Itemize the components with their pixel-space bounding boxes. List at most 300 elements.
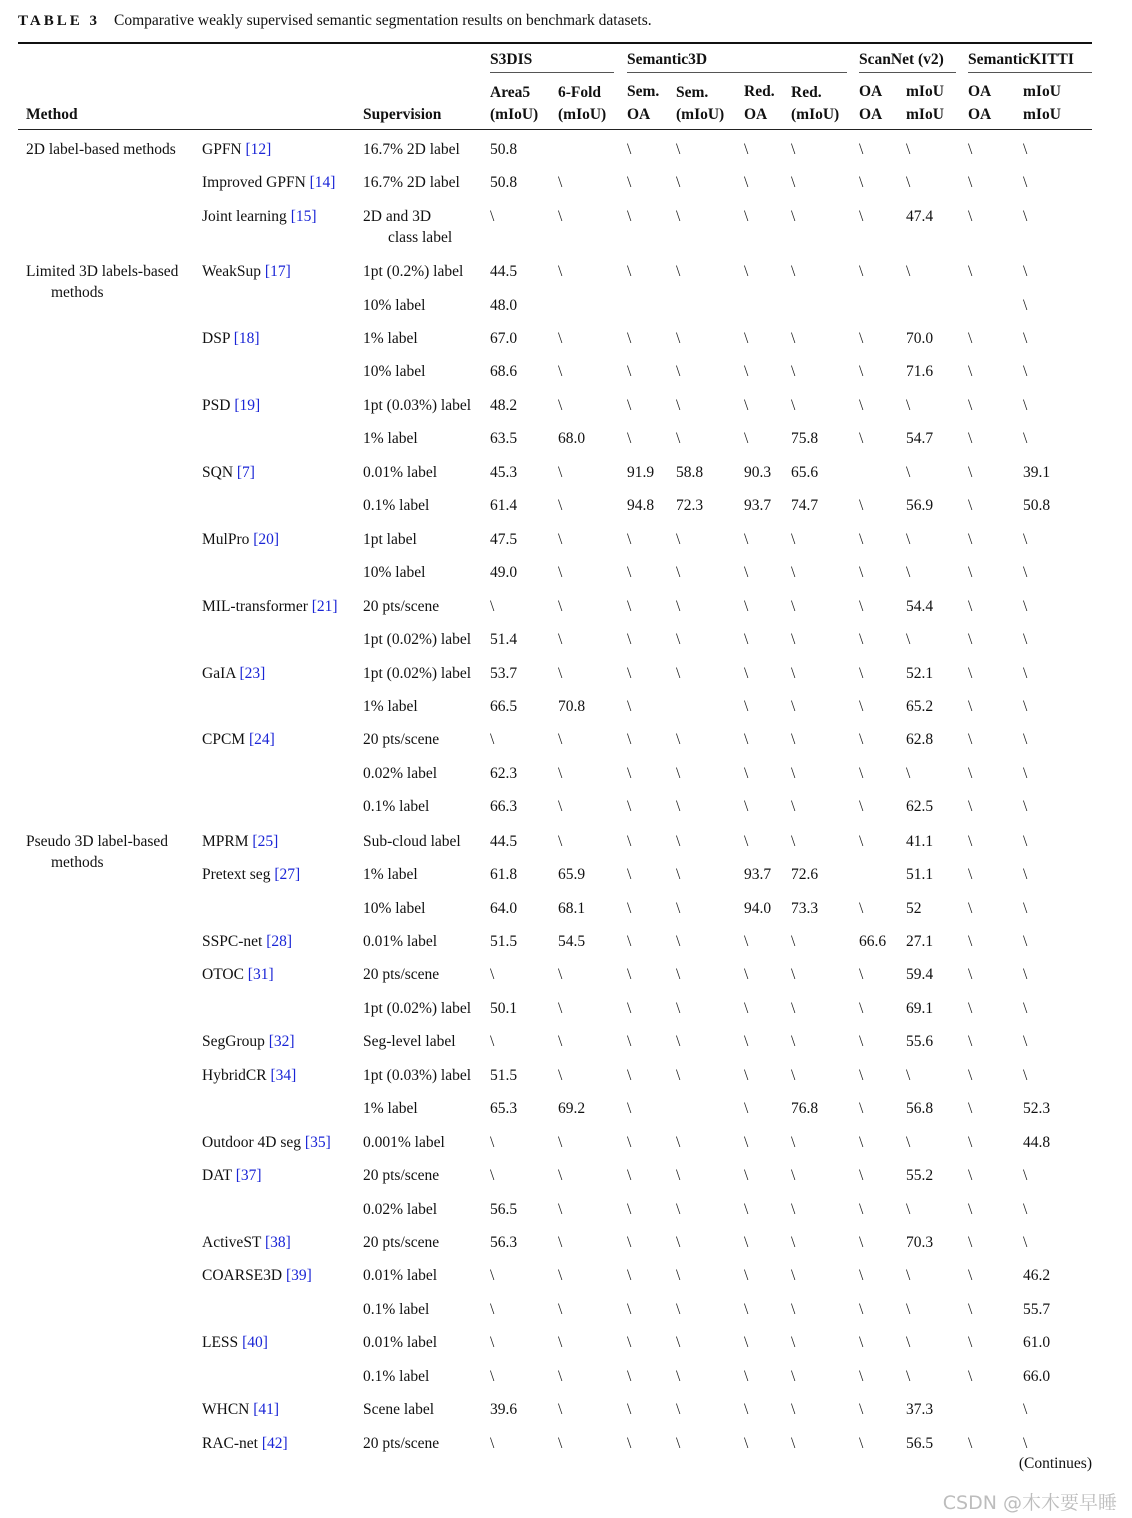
citation-link[interactable]: [14] <box>309 174 336 191</box>
supervision-label: 0.1% label <box>363 1368 430 1385</box>
value-cell: \ <box>627 933 632 950</box>
value-cell: 37.3 <box>906 1401 934 1418</box>
column-header-line2: mIoU <box>1023 106 1061 123</box>
value-cell: \ <box>791 174 796 191</box>
supervision-cell <box>363 831 461 852</box>
value-cell: \ <box>859 363 864 380</box>
value-cell: 50.8 <box>490 174 518 191</box>
value-cell: 47.5 <box>490 531 518 548</box>
top-rule <box>18 42 1092 44</box>
column-header-line2: (mIoU) <box>676 106 725 123</box>
value-cell: \ <box>1023 330 1028 347</box>
value-cell: \ <box>490 966 495 983</box>
value-cell: 56.3 <box>490 1234 518 1251</box>
value-cell: \ <box>968 1134 973 1151</box>
value-cell: \ <box>859 1000 864 1017</box>
column-header-line2: OA <box>968 106 992 123</box>
value-cell: \ <box>558 1067 563 1084</box>
value-cell: \ <box>859 698 864 715</box>
value-cell: \ <box>906 1134 911 1151</box>
column-header-line2: (mIoU) <box>558 106 607 123</box>
value-cell: \ <box>1023 1167 1028 1184</box>
value-cell: \ <box>627 1401 632 1418</box>
method-name <box>202 462 255 483</box>
citation-link[interactable]: [39] <box>285 1267 312 1284</box>
value-cell: \ <box>1023 698 1028 715</box>
value-cell: \ <box>490 1368 495 1385</box>
method-label: OTOC <box>202 966 244 983</box>
value-cell: \ <box>859 531 864 548</box>
supervision-cell <box>363 964 439 985</box>
supervision-cell <box>363 1031 456 1052</box>
value-cell: \ <box>859 731 864 748</box>
value-cell: \ <box>676 631 681 648</box>
dataset-group-header: SemanticKITTI <box>968 51 1074 68</box>
value-cell: \ <box>744 1201 749 1218</box>
supervision-cell <box>363 495 429 516</box>
value-cell: \ <box>1023 1201 1028 1218</box>
value-cell: \ <box>627 798 632 815</box>
supervision-cell <box>363 139 460 160</box>
value-cell: \ <box>676 1301 681 1318</box>
method-name <box>202 328 260 349</box>
supervision-label: 0.01% label <box>363 464 438 481</box>
citation-link[interactable]: [17] <box>264 263 291 280</box>
value-cell: \ <box>558 1334 563 1351</box>
value-cell: \ <box>676 1234 681 1251</box>
supervision-label: 20 pts/scene <box>363 966 440 983</box>
citation-link[interactable]: [21] <box>311 598 338 615</box>
value-cell: \ <box>627 866 632 883</box>
citation-link[interactable]: [15] <box>290 208 317 225</box>
value-cell: \ <box>791 1000 796 1017</box>
value-cell: \ <box>744 531 749 548</box>
method-label: SegGroup <box>202 1033 265 1050</box>
value-cell: \ <box>676 174 681 191</box>
value-cell: \ <box>1023 933 1028 950</box>
value-cell: \ <box>968 900 973 917</box>
value-cell: \ <box>558 833 563 850</box>
table-label: TABLE 3 <box>18 13 100 29</box>
value-cell: \ <box>627 1334 632 1351</box>
citation-link[interactable]: [41] <box>253 1401 280 1418</box>
value-cell: \ <box>558 1000 563 1017</box>
value-cell: \ <box>676 933 681 950</box>
value-cell: \ <box>791 363 796 380</box>
value-cell: \ <box>744 1000 749 1017</box>
value-cell: \ <box>558 966 563 983</box>
value-cell: \ <box>558 1401 563 1418</box>
supervision-cell <box>363 1232 439 1253</box>
value-cell: \ <box>791 564 796 581</box>
column-header-line1: OA <box>859 83 883 100</box>
value-cell: \ <box>627 330 632 347</box>
method-label: CPCM <box>202 731 246 748</box>
value-cell: \ <box>968 1067 973 1084</box>
supervision-cell <box>363 428 418 449</box>
citation-link[interactable]: [23] <box>239 665 266 682</box>
citation-link[interactable]: [42] <box>261 1435 288 1452</box>
supervision-label: 1% label <box>363 330 418 347</box>
method-name <box>202 663 265 684</box>
value-cell: 94.8 <box>627 497 655 514</box>
column-header-line2: OA <box>859 106 883 123</box>
value-cell: \ <box>968 1000 973 1017</box>
value-cell: \ <box>791 208 796 225</box>
value-cell: \ <box>1023 833 1028 850</box>
value-cell: 62.5 <box>906 798 934 815</box>
supervision-label: Seg-level label <box>363 1033 456 1050</box>
supervision-label: 1pt (0.2%) label <box>363 263 464 280</box>
value-cell: \ <box>558 1033 563 1050</box>
value-cell: \ <box>1023 798 1028 815</box>
column-header-line2: (mIoU) <box>490 106 539 123</box>
value-cell: 55.6 <box>906 1033 934 1050</box>
supervision-label: Scene label <box>363 1401 435 1418</box>
category-line1: Pseudo 3D label-based <box>26 833 169 850</box>
citation-link[interactable]: [35] <box>304 1134 331 1151</box>
value-cell: \ <box>558 1134 563 1151</box>
method-label: MPRM <box>202 833 249 850</box>
supervision-label: 0.01% label <box>363 1267 438 1284</box>
value-cell: \ <box>906 564 911 581</box>
value-cell: \ <box>627 397 632 414</box>
value-cell: 67.0 <box>490 330 518 347</box>
value-cell: \ <box>558 464 563 481</box>
value-cell: \ <box>558 631 563 648</box>
method-label: HybridCR <box>202 1067 267 1084</box>
value-cell: \ <box>558 564 563 581</box>
value-cell: \ <box>744 564 749 581</box>
method-name <box>202 1165 262 1186</box>
value-cell: \ <box>627 1067 632 1084</box>
value-cell: \ <box>558 1201 563 1218</box>
value-cell: 61.4 <box>490 497 518 514</box>
value-cell: 94.0 <box>744 900 772 917</box>
value-cell: 51.5 <box>490 1067 518 1084</box>
value-cell: \ <box>859 1201 864 1218</box>
citation-link[interactable]: [12] <box>245 141 272 158</box>
value-cell: \ <box>744 1301 749 1318</box>
value-cell: \ <box>676 208 681 225</box>
value-cell: \ <box>744 1334 749 1351</box>
value-cell: \ <box>968 933 973 950</box>
value-cell: 72.6 <box>791 866 819 883</box>
method-label: Pretext seg <box>202 866 271 883</box>
method-label: GPFN <box>202 141 242 158</box>
value-cell: \ <box>676 866 681 883</box>
supervision-cell <box>363 898 425 919</box>
value-cell: 75.8 <box>791 430 819 447</box>
method-label: GaIA <box>202 665 236 682</box>
value-cell: \ <box>627 1000 632 1017</box>
value-cell: \ <box>676 1334 681 1351</box>
value-cell: \ <box>744 1033 749 1050</box>
value-cell: \ <box>627 833 632 850</box>
value-cell: 48.2 <box>490 397 518 414</box>
value-cell: \ <box>968 1033 973 1050</box>
value-cell: \ <box>558 1267 563 1284</box>
value-cell: \ <box>791 598 796 615</box>
column-header-line2: OA <box>627 106 651 123</box>
value-cell: 54.4 <box>906 598 934 615</box>
method-label: Outdoor 4D seg <box>202 1134 302 1151</box>
value-cell: \ <box>558 531 563 548</box>
method-label: SSPC-net <box>202 933 263 950</box>
value-cell: \ <box>859 598 864 615</box>
value-cell: \ <box>676 430 681 447</box>
value-cell: \ <box>859 141 864 158</box>
value-cell: \ <box>791 1167 796 1184</box>
value-cell: 61.8 <box>490 866 518 883</box>
value-cell: \ <box>968 598 973 615</box>
supervision-cell <box>363 931 437 952</box>
value-cell: \ <box>859 174 864 191</box>
value-cell: \ <box>968 208 973 225</box>
supervision-cell <box>363 1332 437 1353</box>
value-cell: 76.8 <box>791 1100 819 1117</box>
value-cell: \ <box>558 765 563 782</box>
method-label: SQN <box>202 464 234 481</box>
value-cell: 66.5 <box>490 698 518 715</box>
value-cell: \ <box>1023 1234 1028 1251</box>
supervision-label: 20 pts/scene <box>363 598 440 615</box>
value-cell: \ <box>791 1067 796 1084</box>
value-cell: \ <box>968 1267 973 1284</box>
value-cell: \ <box>490 1134 495 1151</box>
supervision-cell <box>363 1433 439 1454</box>
value-cell: \ <box>558 598 563 615</box>
method-name <box>202 529 279 550</box>
value-cell: \ <box>744 263 749 280</box>
value-cell: 39.1 <box>1023 464 1051 481</box>
citation-link[interactable]: [40] <box>242 1334 268 1351</box>
supervision-label: 20 pts/scene <box>363 1435 440 1452</box>
value-cell: \ <box>1023 564 1028 581</box>
value-cell: \ <box>558 174 563 191</box>
value-cell: \ <box>627 174 632 191</box>
value-cell: \ <box>859 900 864 917</box>
category-label <box>26 831 168 873</box>
value-cell: 73.3 <box>791 900 819 917</box>
citation-link[interactable]: [18] <box>233 330 260 347</box>
value-cell: \ <box>968 798 973 815</box>
value-cell: \ <box>968 966 973 983</box>
citation-link[interactable]: [37] <box>235 1167 262 1184</box>
method-name <box>202 1433 288 1454</box>
supervision-label: 1% label <box>363 1100 418 1117</box>
value-cell: \ <box>744 1134 749 1151</box>
value-cell: \ <box>676 1033 681 1050</box>
method-label: ActiveST <box>202 1234 262 1251</box>
value-cell: \ <box>906 631 911 648</box>
value-cell: \ <box>490 1301 495 1318</box>
value-cell: 56.9 <box>906 497 934 514</box>
value-cell: \ <box>859 430 864 447</box>
supervision-cell <box>363 328 418 349</box>
value-cell: \ <box>968 430 973 447</box>
column-header-line1: mIoU <box>906 83 944 100</box>
value-cell: \ <box>627 900 632 917</box>
supervision-cell <box>363 462 437 483</box>
value-cell: \ <box>676 531 681 548</box>
value-cell: \ <box>558 1435 563 1452</box>
supervision-cell <box>363 361 425 382</box>
value-cell: \ <box>744 141 749 158</box>
method-name <box>202 1065 296 1086</box>
value-cell: \ <box>1023 363 1028 380</box>
value-cell: 47.4 <box>906 208 934 225</box>
supervision-cell <box>363 796 429 817</box>
value-cell: \ <box>676 1267 681 1284</box>
value-cell: \ <box>558 397 563 414</box>
supervision-label: 1% label <box>363 430 418 447</box>
value-cell: \ <box>744 330 749 347</box>
method-name <box>202 931 292 952</box>
supervision-header: Supervision <box>363 106 442 123</box>
value-cell: \ <box>490 1267 495 1284</box>
value-cell: \ <box>906 1334 911 1351</box>
value-cell: \ <box>744 933 749 950</box>
value-cell: \ <box>627 430 632 447</box>
value-cell: \ <box>1023 263 1028 280</box>
value-cell: \ <box>1023 765 1028 782</box>
value-cell: \ <box>744 798 749 815</box>
method-label: WeakSup <box>202 263 262 280</box>
value-cell: \ <box>859 1368 864 1385</box>
value-cell: \ <box>744 765 749 782</box>
value-cell: \ <box>1023 966 1028 983</box>
value-cell: \ <box>859 1067 864 1084</box>
supervision-label: 1pt (0.02%) label <box>363 631 472 648</box>
value-cell: \ <box>968 464 973 481</box>
value-cell: \ <box>627 141 632 158</box>
group-rule-semantic3d <box>627 72 847 73</box>
citation-link[interactable]: [34] <box>270 1067 297 1084</box>
value-cell: \ <box>859 966 864 983</box>
value-cell: 50.1 <box>490 1000 518 1017</box>
value-cell: \ <box>906 464 911 481</box>
value-cell: \ <box>791 798 796 815</box>
value-cell: \ <box>1023 731 1028 748</box>
value-cell: \ <box>968 263 973 280</box>
citation-link[interactable]: [38] <box>265 1234 291 1251</box>
value-cell: \ <box>968 141 973 158</box>
value-cell: \ <box>676 564 681 581</box>
dataset-group-header: S3DIS <box>490 51 533 68</box>
value-cell: \ <box>627 665 632 682</box>
value-cell: 52.1 <box>906 665 934 682</box>
method-label: DSP <box>202 330 230 347</box>
supervision-label: 1pt (0.03%) label <box>363 397 472 414</box>
supervision-cell <box>363 663 471 684</box>
value-cell: 27.1 <box>906 933 934 950</box>
continues-note: (Continues) <box>1018 1455 1092 1472</box>
citation-link[interactable]: [7] <box>236 464 255 481</box>
value-cell: \ <box>968 1435 973 1452</box>
citation-link[interactable]: [27] <box>274 866 301 883</box>
supervision-label: 0.01% label <box>363 933 438 950</box>
value-cell: \ <box>558 665 563 682</box>
value-cell: \ <box>1023 174 1028 191</box>
value-cell: \ <box>558 330 563 347</box>
value-cell: \ <box>490 731 495 748</box>
value-cell: \ <box>859 631 864 648</box>
value-cell: 93.7 <box>744 497 772 514</box>
value-cell: 48.0 <box>490 297 518 314</box>
value-cell: \ <box>791 933 796 950</box>
value-cell: \ <box>1023 1067 1028 1084</box>
citation-link[interactable]: [32] <box>268 1033 295 1050</box>
supervision-label: 10% label <box>363 900 426 917</box>
supervision-label: 0.01% label <box>363 1334 438 1351</box>
citation-link[interactable]: [24] <box>248 731 275 748</box>
value-cell: 39.6 <box>490 1401 518 1418</box>
supervision-label: 0.001% label <box>363 1134 445 1151</box>
value-cell: \ <box>906 1067 911 1084</box>
value-cell: \ <box>627 531 632 548</box>
supervision-cell <box>363 998 471 1019</box>
value-cell: \ <box>676 141 681 158</box>
citation-link[interactable]: [31] <box>247 966 274 983</box>
value-cell: \ <box>859 208 864 225</box>
supervision-cell <box>363 261 463 282</box>
supervision-label: 1pt label <box>363 531 417 548</box>
supervision-cell <box>363 763 437 784</box>
value-cell: \ <box>558 1167 563 1184</box>
value-cell: \ <box>968 765 973 782</box>
citation-link[interactable]: [25] <box>252 833 279 850</box>
value-cell: \ <box>627 1201 632 1218</box>
citation-link[interactable]: [20] <box>253 531 280 548</box>
value-cell: \ <box>676 1000 681 1017</box>
value-cell: 70.3 <box>906 1234 934 1251</box>
column-header-line1: Red. <box>744 83 775 100</box>
column-header-line1: Red. <box>791 84 822 101</box>
method-name <box>202 1332 268 1353</box>
method-name <box>202 139 271 160</box>
supervision-label: 0.1% label <box>363 798 430 815</box>
value-cell: \ <box>968 330 973 347</box>
value-cell: 54.5 <box>558 933 586 950</box>
supervision-cell <box>363 1399 434 1420</box>
supervision-label: 1pt (0.02%) label <box>363 665 472 682</box>
dataset-group-header: Semantic3D <box>627 51 708 68</box>
value-cell: 44.8 <box>1023 1134 1051 1151</box>
value-cell: \ <box>744 1368 749 1385</box>
supervision-cell <box>363 729 439 750</box>
value-cell: \ <box>744 598 749 615</box>
method-label: Joint learning <box>202 208 287 225</box>
value-cell: 51.1 <box>906 866 934 883</box>
value-cell: \ <box>676 598 681 615</box>
value-cell: 59.4 <box>906 966 934 983</box>
value-cell: \ <box>558 363 563 380</box>
citation-link[interactable]: [28] <box>266 933 293 950</box>
value-cell: \ <box>676 363 681 380</box>
value-cell: \ <box>490 1033 495 1050</box>
value-cell: \ <box>859 330 864 347</box>
citation-link[interactable]: [19] <box>234 397 261 414</box>
value-cell: 51.4 <box>490 631 518 648</box>
value-cell: \ <box>627 731 632 748</box>
value-cell: \ <box>791 1033 796 1050</box>
supervision-label-line2: class label <box>388 229 453 246</box>
value-cell: 49.0 <box>490 564 518 581</box>
supervision-label: 16.7% 2D label <box>363 141 460 158</box>
value-cell: \ <box>558 263 563 280</box>
value-cell: \ <box>968 1301 973 1318</box>
